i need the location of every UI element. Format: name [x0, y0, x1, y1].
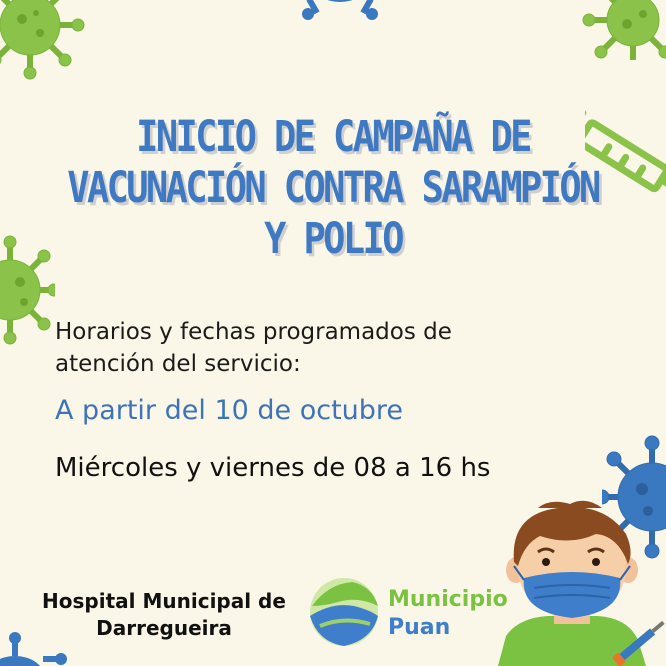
schedule-text: Miércoles y viernes de 08 a 16 hs [55, 453, 491, 483]
hospital-line-1: Hospital Municipal de [42, 589, 286, 613]
virus-icon [578, 0, 666, 60]
municipio-line-2: Puan [388, 615, 451, 640]
schedule-intro-text: Horarios y fechas programados de atención del servicio: [55, 319, 452, 377]
hospital-line-2: Darregueira [96, 616, 232, 640]
municipio-line-1: Municipio [388, 587, 508, 612]
title-line-2: VACUNACIÓN CONTRA SARAMPIÓN [67, 163, 599, 213]
campaign-title [47, 112, 620, 265]
virus-icon [0, 0, 85, 80]
municipio-name [388, 586, 508, 642]
title-line-1: INICIO DE CAMPAÑA DE [136, 112, 530, 162]
title-line-3: Y POLIO [264, 214, 402, 264]
virus-icon [300, 0, 380, 20]
municipio-logo-icon [308, 576, 380, 648]
hospital-name [28, 588, 300, 642]
start-date-text: A partir del 10 de octubre [55, 395, 404, 426]
